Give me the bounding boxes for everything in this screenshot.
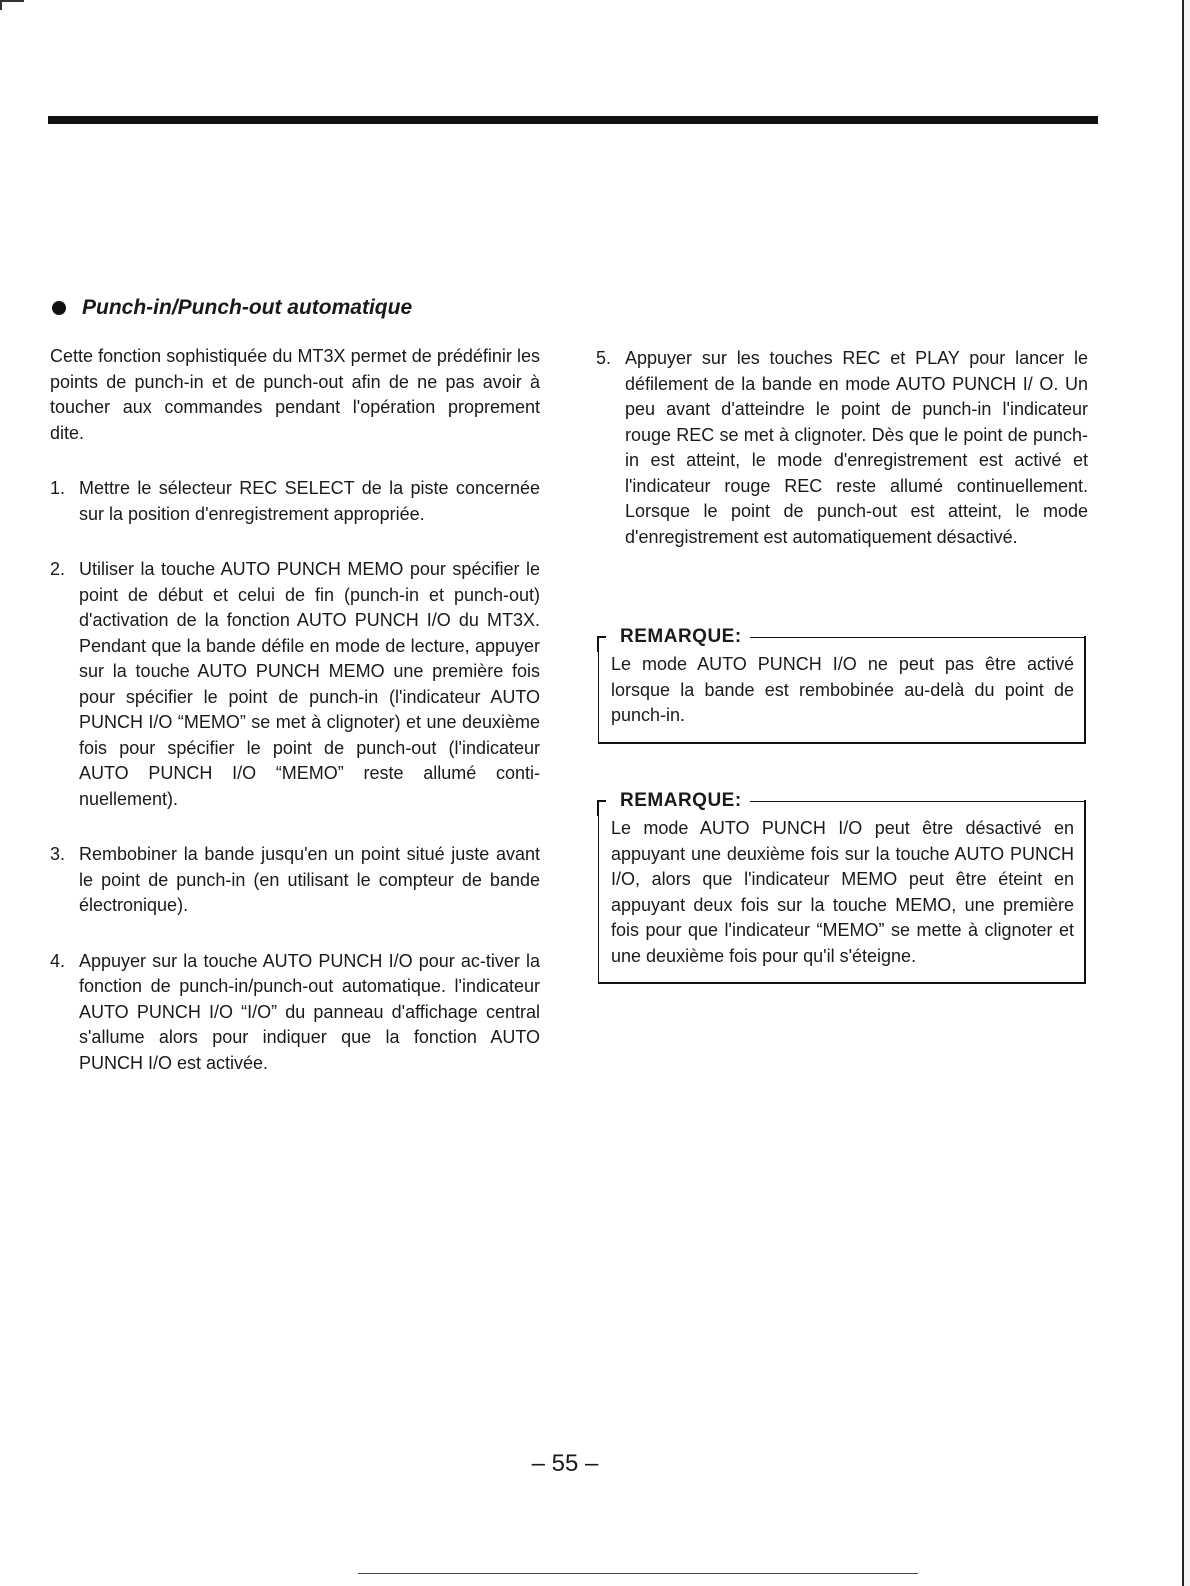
note-box (598, 626, 1086, 744)
note-header (597, 786, 1086, 816)
note-text: Le mode AUTO PUNCH I/O peut être désactivé en appuyant une deuxième fois sur la touche AUTO PUNCH I/O, alors que l'indicateur MEMO peut être éteint en appuyant deux fois sur la touche MEMO, une première fois pour que l'indicateur “MEMO” se mette à clignoter et une deuxième fois pour qu'il s'éteigne. (611, 818, 1074, 966)
bottom-rule (358, 1573, 918, 1574)
note-rule (750, 637, 1086, 638)
left-column (50, 344, 540, 1076)
note-text: Le mode AUTO PUNCH I/O ne peut pas être activé lorsque la bande est rembobinée au-delà du point de punch-in. (611, 654, 1074, 725)
note-corner (597, 800, 606, 816)
scan-corner-mark (0, 0, 24, 10)
step-number: 5. (596, 348, 612, 368)
note-header (597, 622, 1086, 652)
step-number: 3. (50, 844, 66, 864)
step-number: 2. (50, 559, 66, 579)
step-number: 1. (50, 478, 66, 498)
right-column (596, 346, 1088, 550)
scan-edge (1182, 0, 1190, 1586)
intro-paragraph: Cette fonction sophistiquée du MT3X permet de prédéfinir les points de punch-in et de punch-out afin de ne pas avoir à toucher aux commandes pendant l'opération proprement dite. (50, 346, 540, 443)
note-title: REMARQUE: (606, 623, 750, 651)
note-box (598, 790, 1086, 984)
step-text: Mettre le sélecteur REC SELECT de la piste concernée sur la position d'enregistrement appropriée. (79, 478, 540, 524)
step-item (50, 842, 540, 919)
page-number: – 55 – (531, 1450, 599, 1477)
note-corner (597, 636, 606, 652)
note-title: REMARQUE: (606, 787, 750, 815)
section-heading (52, 296, 412, 320)
step-item (50, 476, 540, 527)
note-rule (750, 801, 1086, 802)
step-text: Appuyer sur la touche AUTO PUNCH I/O pour ac-tiver la fonction de punch-in/punch-out automatique. l'indicateur AUTO PUNCH I/O “I/O” du panneau d'affichage central s'allume alors pour indiquer que la fonction AUTO PUNCH I/O est activée. (79, 950, 540, 1073)
step-item (596, 346, 1088, 550)
step-number: 4. (50, 950, 66, 971)
step-item (50, 949, 540, 1077)
step-text: Appuyer sur les touches REC et PLAY pour lancer le défilement de la bande en mode AUTO PUNCH I/ O. Un peu avant d'atteindre le point de punch-in l'indicateur rouge REC se met à clignoter. Dès que le point de punch-in est atteint, le mode d'enregistrement est activé et l'indicateur rouge REC reste allumé continuellement. Lorsque le point de punch-out est atteint, le mode d'enregistrement est automatiquement désactivé. (625, 348, 1088, 547)
section-title: Punch-in/Punch-out automatique (82, 296, 413, 319)
top-rule (48, 116, 1098, 124)
bullet-icon (52, 301, 66, 315)
step-text: Rembobiner la bande jusqu'en un point situé juste avant le point de punch-in (en utilisant le compteur de bande électronique). (79, 844, 540, 915)
step-text: Utiliser la touche AUTO PUNCH MEMO pour spécifier le point de début et celui de fin (punch-in et punch-out) d'activation de la fonction AUTO PUNCH I/O du MT3X. Pendant que la bande défile en mode de lecture, appuyer sur la touche AUTO PUNCH MEMO une première fois pour spécifier le point de punch-in (l'indicateur AUTO PUNCH I/O “MEMO” se met à clignoter) et une deuxième fois pour spécifier le point de punch-out (l'indicateur AUTO PUNCH I/O “MEMO” reste allumé conti-nuellement). (79, 559, 540, 809)
step-item (50, 557, 540, 812)
